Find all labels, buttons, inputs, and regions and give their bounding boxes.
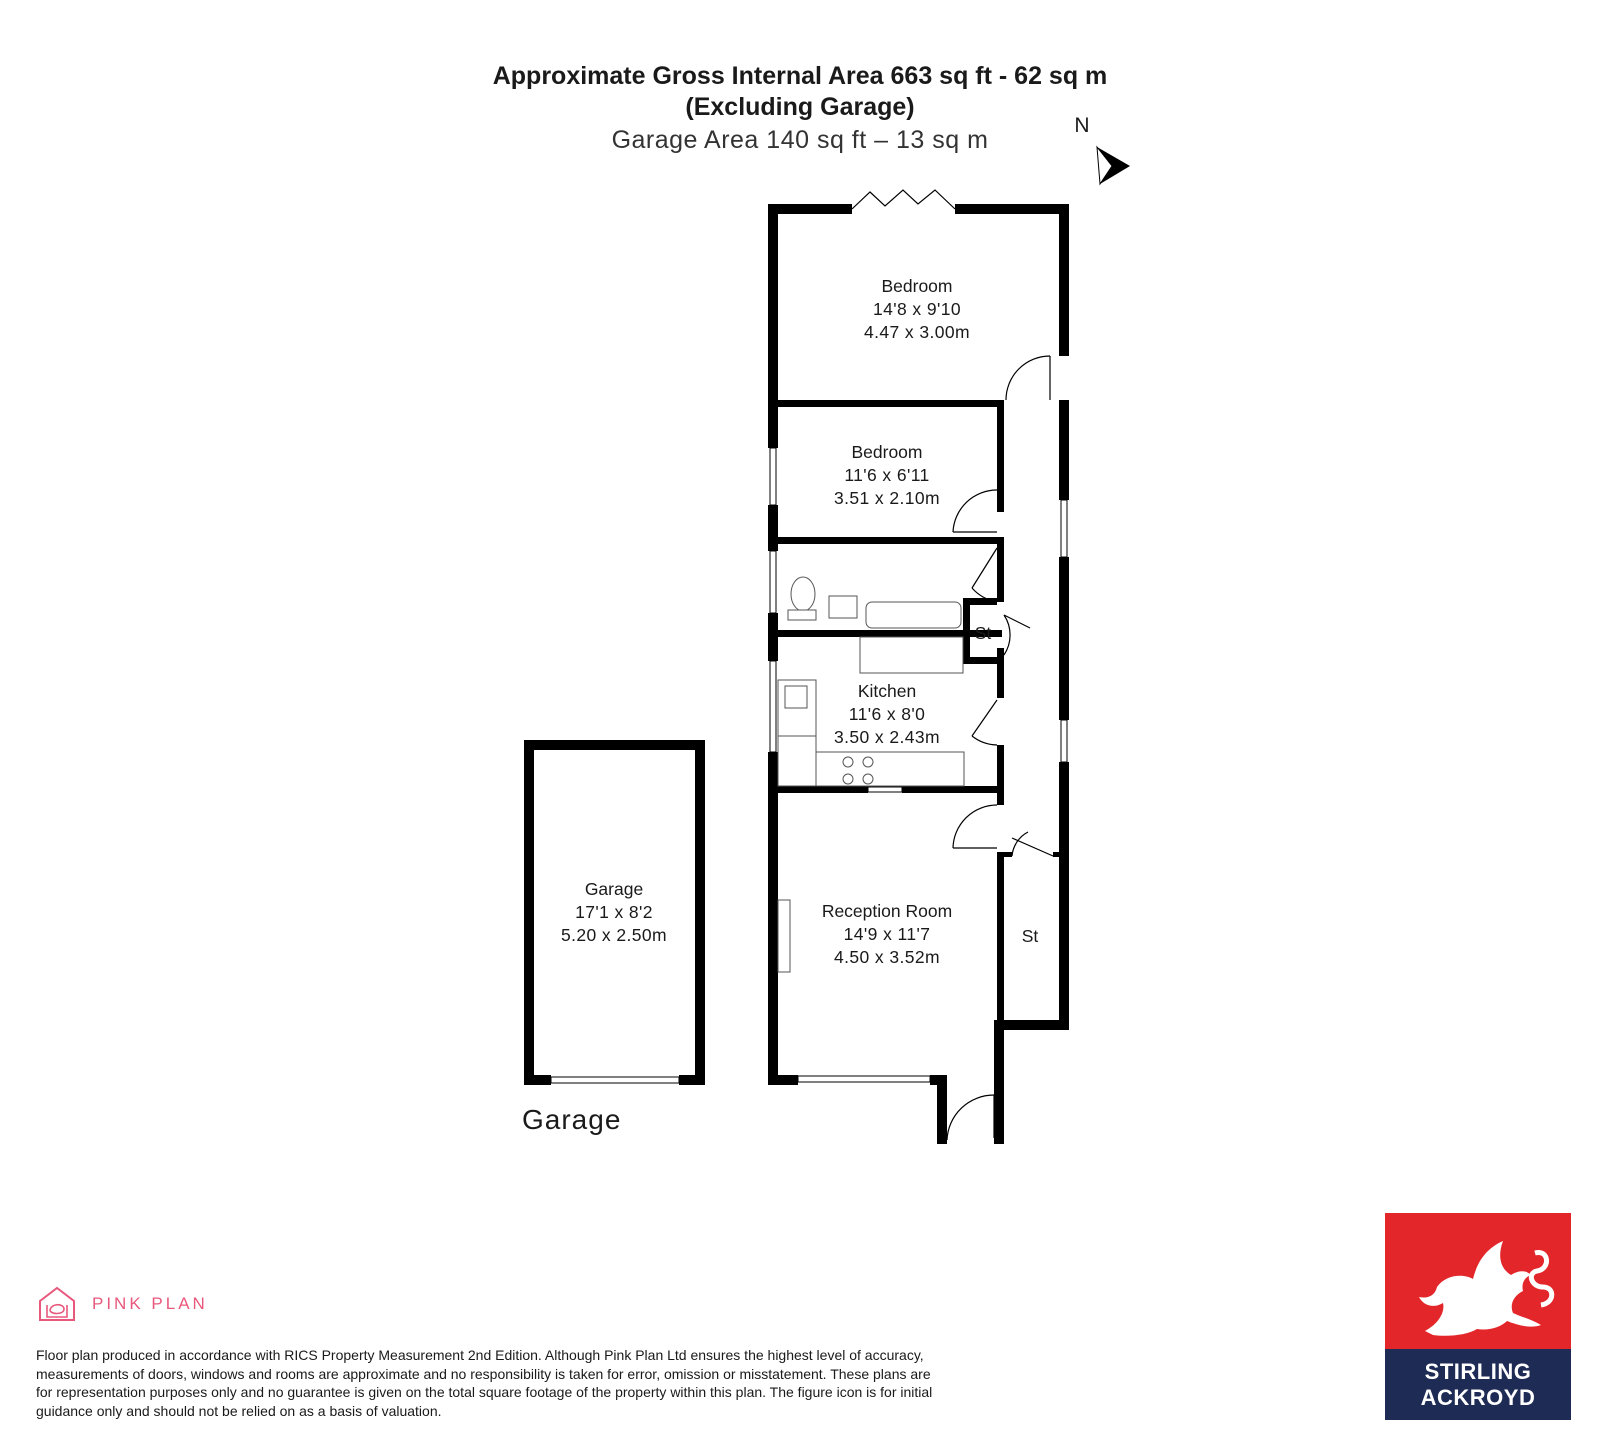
garage-caption: Garage <box>522 1104 622 1135</box>
north-compass-icon <box>1097 147 1130 184</box>
room-dimensions-metric: 4.47 x 3.00m <box>864 322 970 342</box>
garage-area-note: Garage Area 140 sq ft – 13 sq m <box>611 126 989 154</box>
room-reception <box>822 901 952 967</box>
pink-plan-text: PINK PLAN <box>92 1294 208 1313</box>
disclaimer-text: Floor plan produced in accordance with RICS Property Measurement 2nd Edition. Although Pink Plan Ltd ensures the highest level of accuracy, measurements of doors, windows and rooms are approximate and no responsibility is taken for error, omission or misstatement. These plans are for representation purposes only and no guarantee is given on the total square footage of the property within this plan. The figure icon is for initial guidance only and should not be relied on as a basis of valuation. <box>36 1347 933 1419</box>
room-dimensions-imperial: 17'1 x 8'2 <box>575 902 653 922</box>
gross-area-title: Approximate Gross Internal Area 663 sq ft - 62 sq m <box>492 62 1108 90</box>
room-store-1: St <box>974 623 992 643</box>
fireplace-icon <box>778 900 790 972</box>
room-garage <box>561 879 667 945</box>
toilet-icon <box>791 577 815 611</box>
room-kitchen <box>834 681 940 747</box>
agent-name-line-1: STIRLING <box>1424 1359 1532 1384</box>
logo-red-panel <box>1385 1213 1571 1349</box>
house-walls <box>768 204 1069 1144</box>
pink-plan-house-icon <box>36 1285 78 1323</box>
room-dimensions-imperial: 11'6 x 8'0 <box>848 704 926 724</box>
room-dimensions-metric: 3.51 x 2.10m <box>834 488 940 508</box>
room-name: Garage <box>584 879 644 899</box>
logo-navy-panel <box>1385 1349 1571 1420</box>
bath-icon <box>866 602 961 628</box>
room-name: Bedroom <box>851 442 923 462</box>
room-dimensions-imperial: 14'8 x 9'10 <box>873 299 961 319</box>
room-bedroom-2 <box>834 442 940 508</box>
stirling-ackroyd-logo <box>1385 1213 1571 1420</box>
room-name: Reception Room <box>821 901 953 921</box>
pink-plan-logo <box>36 1285 208 1323</box>
room-bedroom-1 <box>864 276 970 342</box>
room-dimensions-metric: 4.50 x 3.52m <box>834 947 940 967</box>
room-store-2: St <box>1021 926 1039 946</box>
room-dimensions-metric: 5.20 x 2.50m <box>561 925 667 945</box>
room-dimensions-metric: 3.50 x 2.43m <box>834 727 940 747</box>
room-dimensions-imperial: 14'9 x 11'7 <box>843 924 931 944</box>
griffin-icon <box>1385 1213 1571 1349</box>
room-name: Kitchen <box>857 681 917 701</box>
room-name: Bedroom <box>881 276 953 296</box>
compass-label: N <box>1074 114 1090 137</box>
excluding-garage-note: (Excluding Garage) <box>685 93 915 121</box>
basin-icon <box>829 596 857 618</box>
room-dimensions-imperial: 11'6 x 6'11 <box>844 465 930 485</box>
agent-name-line-2: ACKROYD <box>1420 1385 1536 1410</box>
